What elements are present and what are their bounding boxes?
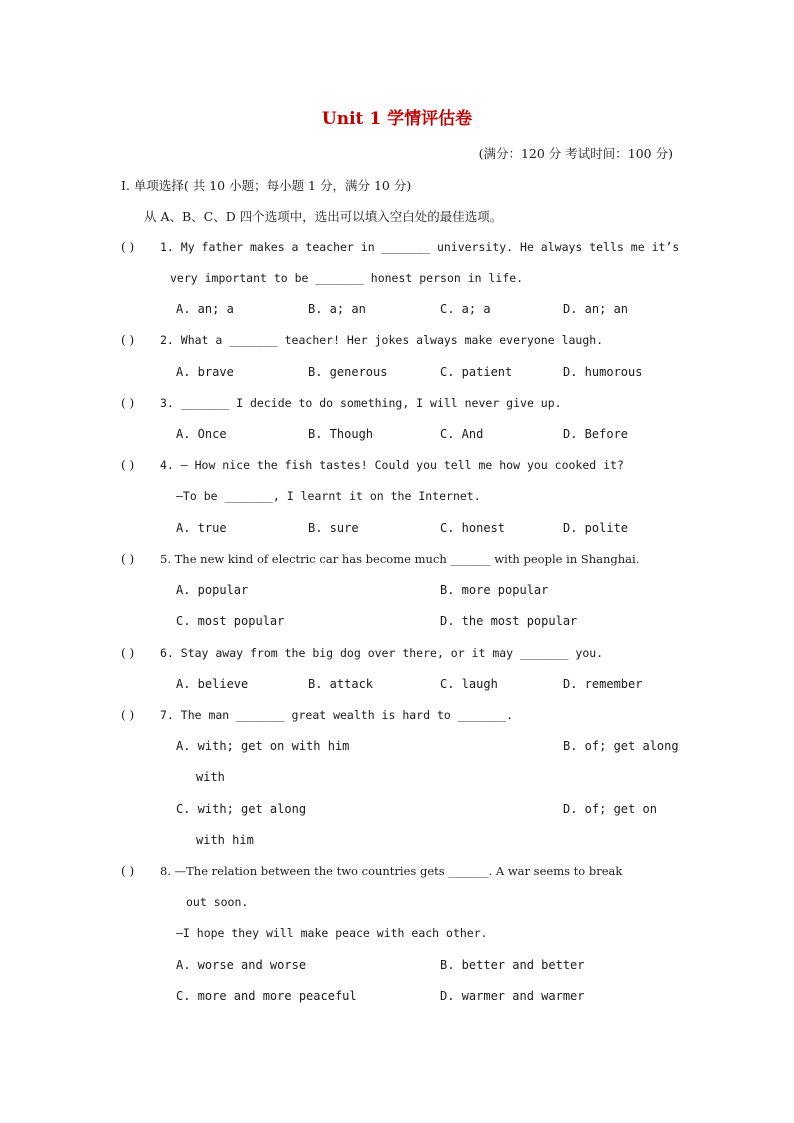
- option-4c[interactable]: C. honest: [440, 521, 506, 535]
- option-4a[interactable]: A. true: [176, 521, 227, 535]
- option-7d-cont: with him: [196, 833, 254, 847]
- question-1-text: 1. My father makes a teacher in _______ university. He always tells me it’s: [160, 240, 680, 254]
- option-2c[interactable]: C. patient: [440, 365, 513, 379]
- question-7-text: 7. The man _______ great wealth is hard to _______.: [160, 708, 514, 722]
- section-heading: I. 单项选择( 共 10 小题；每小题 1 分，满分 10 分): [121, 178, 412, 193]
- option-8b[interactable]: B. better and better: [440, 958, 585, 972]
- option-2b[interactable]: B. generous: [308, 365, 388, 379]
- question-6-text: 6. Stay away from the big dog over there, or it may _______ you.: [160, 646, 604, 660]
- option-5b[interactable]: B. more popular: [440, 583, 549, 597]
- option-6d[interactable]: D. remember: [563, 677, 643, 691]
- question-5-text: 5. The new kind of electric car has become much _______ with people in Shanghai.: [160, 552, 640, 566]
- option-4d[interactable]: D. polite: [563, 521, 629, 535]
- page-title: Unit 1 学情评估卷: [321, 109, 473, 129]
- question-2-text: 2. What a _______ teacher! Her jokes always make everyone laugh.: [160, 333, 604, 347]
- answer-blank-1[interactable]: ( ): [121, 240, 135, 254]
- option-3c[interactable]: C. And: [440, 427, 484, 441]
- answer-blank-3[interactable]: ( ): [121, 396, 135, 410]
- answer-blank-4[interactable]: ( ): [121, 458, 135, 472]
- question-8-text: 8. —The relation between the two countries gets _______. A war seems to break: [160, 864, 623, 878]
- option-7c[interactable]: C. with; get along: [176, 802, 307, 816]
- question-4-text-cont: —To be _______, I learnt it on the Internet.: [176, 489, 481, 503]
- option-1d[interactable]: D. an; an: [563, 302, 629, 316]
- answer-blank-8[interactable]: ( ): [121, 864, 135, 878]
- question-8-text-cont: out soon.: [186, 895, 249, 909]
- option-8d[interactable]: D. warmer and warmer: [440, 989, 585, 1003]
- option-7b-cont: with: [196, 770, 225, 784]
- option-7d[interactable]: D. of; get on: [563, 802, 657, 816]
- section-instruction: 从 A、B、C、D 四个选项中，选出可以填入空白处的最佳选项。: [144, 209, 503, 224]
- option-3a[interactable]: A. Once: [176, 427, 227, 441]
- option-1c[interactable]: C. a; a: [440, 302, 491, 316]
- option-1a[interactable]: A. an; a: [176, 302, 234, 316]
- option-8a[interactable]: A. worse and worse: [176, 958, 307, 972]
- option-2d[interactable]: D. humorous: [563, 365, 643, 379]
- answer-blank-7[interactable]: ( ): [121, 708, 135, 722]
- option-7b[interactable]: B. of; get along: [563, 739, 679, 753]
- option-7a[interactable]: A. with; get on with him: [176, 739, 350, 753]
- option-4b[interactable]: B. sure: [308, 521, 359, 535]
- question-1-text-cont: very important to be _______ honest person in life.: [170, 271, 524, 285]
- option-5a[interactable]: A. popular: [176, 583, 249, 597]
- exam-meta: (满分：120 分 考试时间：100 分): [478, 146, 673, 161]
- question-4-text: 4. — How nice the fish tastes! Could you tell me how you cooked it?: [160, 458, 624, 472]
- option-6c[interactable]: C. laugh: [440, 677, 498, 691]
- question-8-reply: —I hope they will make peace with each other.: [176, 926, 488, 940]
- option-3d[interactable]: D. Before: [563, 427, 629, 441]
- answer-blank-2[interactable]: ( ): [121, 333, 135, 347]
- option-2a[interactable]: A. brave: [176, 365, 234, 379]
- option-8c[interactable]: C. more and more peaceful: [176, 989, 357, 1003]
- option-1b[interactable]: B. a; an: [308, 302, 366, 316]
- answer-blank-5[interactable]: ( ): [121, 552, 135, 566]
- answer-blank-6[interactable]: ( ): [121, 646, 135, 660]
- option-6b[interactable]: B. attack: [308, 677, 374, 691]
- question-3-text: 3. _______ I decide to do something, I will never give up.: [160, 396, 562, 410]
- option-5d[interactable]: D. the most popular: [440, 614, 578, 628]
- option-3b[interactable]: B. Though: [308, 427, 374, 441]
- option-6a[interactable]: A. believe: [176, 677, 249, 691]
- option-5c[interactable]: C. most popular: [176, 614, 285, 628]
